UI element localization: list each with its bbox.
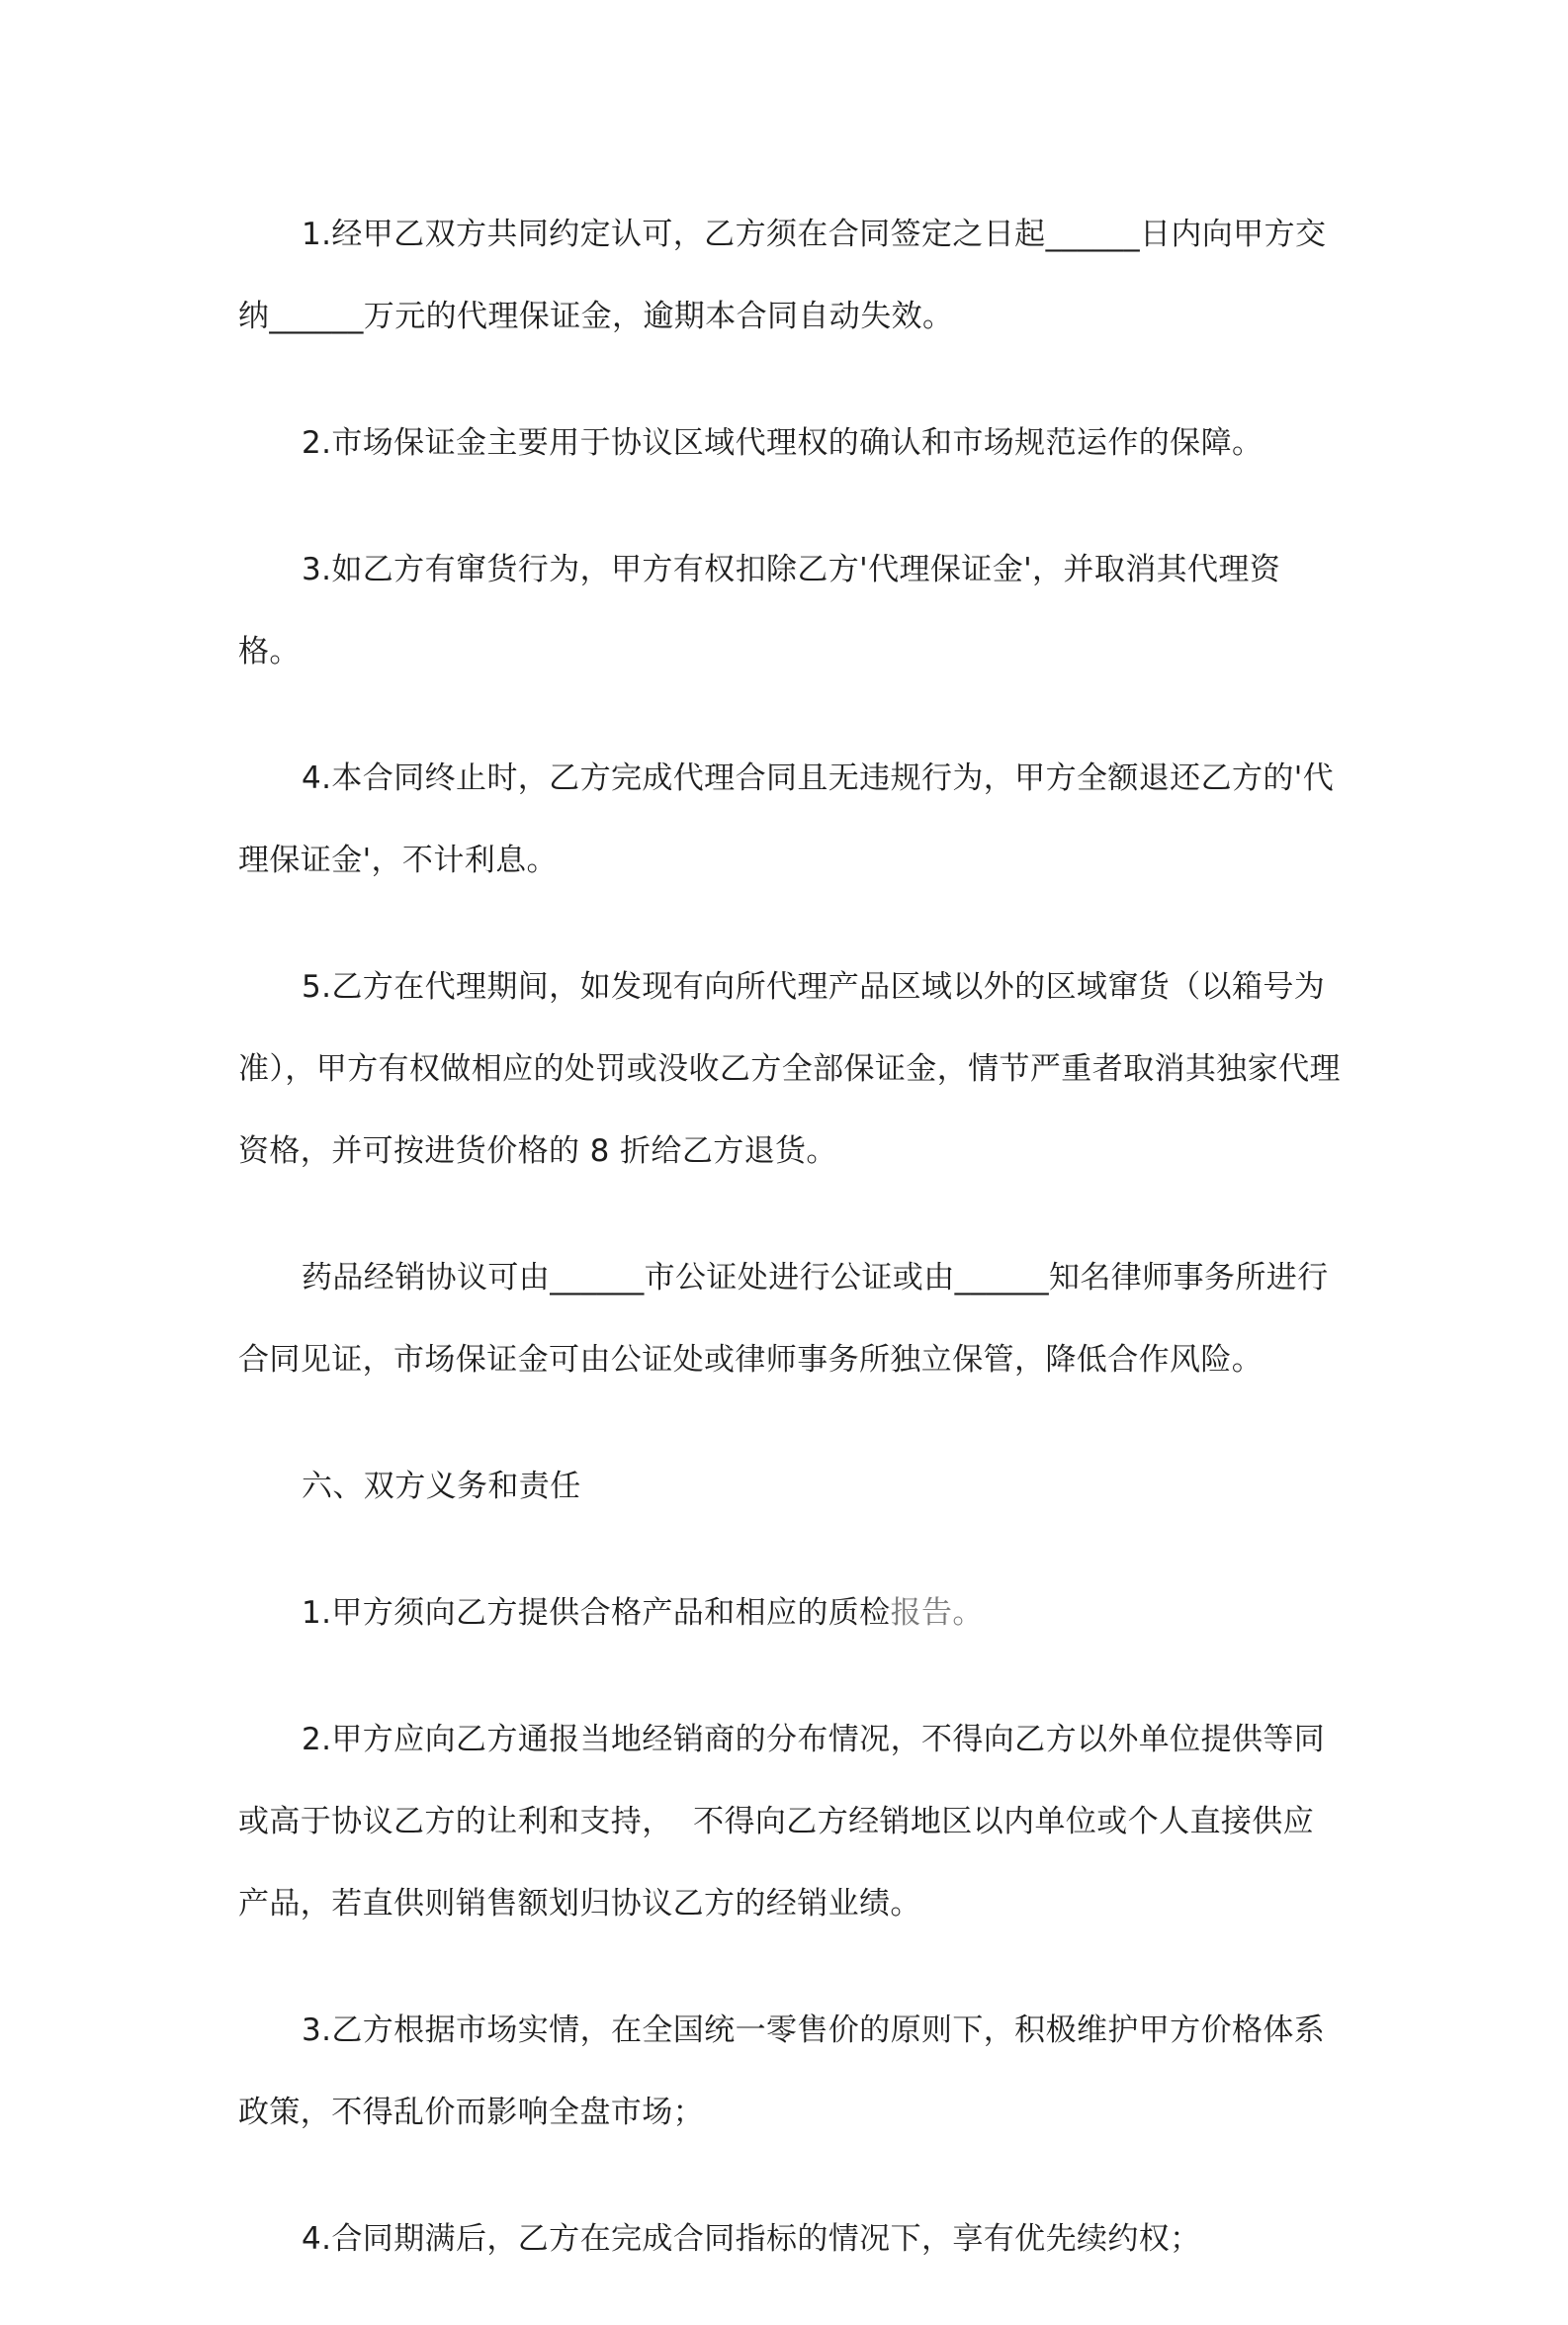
duty-item-1-text: 1.甲方须向乙方提供合格产品和相应的质检: [302, 1595, 891, 1631]
clause-deposit-refund: 4.本合同终止时，乙方完成代理合同且无违规行为，甲方全额退还乙方的'代理保证金'，不计利息。: [238, 760, 1335, 878]
duty-item-3: 3.乙方根据市场实情，在全国统一零售价的原则下，积极维护甲方价格体系政策，不得乱价而影响全盘市场；: [238, 2012, 1326, 2130]
section-heading: 六、双方义务和责任: [302, 1469, 581, 1504]
clause-deposit-payment: 1.经甲乙双方共同约定认可，乙方须在合同签定之日起______日内向甲方交纳______万元的代理保证金，逾期本合同自动失效。: [238, 217, 1327, 334]
duty-item-2: 2.甲方应向乙方通报当地经销商的分布情况，不得向乙方以外单位提供等同或高于协议乙方的让利和支持， 不得向乙方经销地区以内单位或个人直接供应产品，若直供则销售额划归协议乙方的经销业绩。: [238, 1722, 1326, 1922]
clause-territory-violation: 5.乙方在代理期间，如发现有向所代理产品区域以外的区域窜货（以箱号为准），甲方有权做相应的处罚或没收乙方全部保证金，情节严重者取消其独家代理资格，并可按进货价格的 8 折给乙方退货。: [238, 969, 1341, 1169]
duty-item-4: 4.合同期满后，乙方在完成合同指标的情况下，享有优先续约权；: [302, 2221, 1201, 2257]
clause-notarization: 药品经销协议可由______市公证处进行公证或由______知名律师事务所进行合同见证，市场保证金可由公证处或律师事务所独立保管，降低合作风险。: [238, 1260, 1329, 1378]
clause-cross-selling-penalty: 3.如乙方有窜货行为，甲方有权扣除乙方'代理保证金'，并取消其代理资格。: [238, 552, 1281, 670]
document-body: [238, 194, 1341, 2325]
duty-item-1: [238, 1572, 1341, 1654]
clause-deposit-purpose: 2.市场保证金主要用于协议区域代理权的确认和市场规范运作的保障。: [302, 425, 1263, 461]
duty-item-1-tail: 报告。: [890, 1595, 984, 1631]
